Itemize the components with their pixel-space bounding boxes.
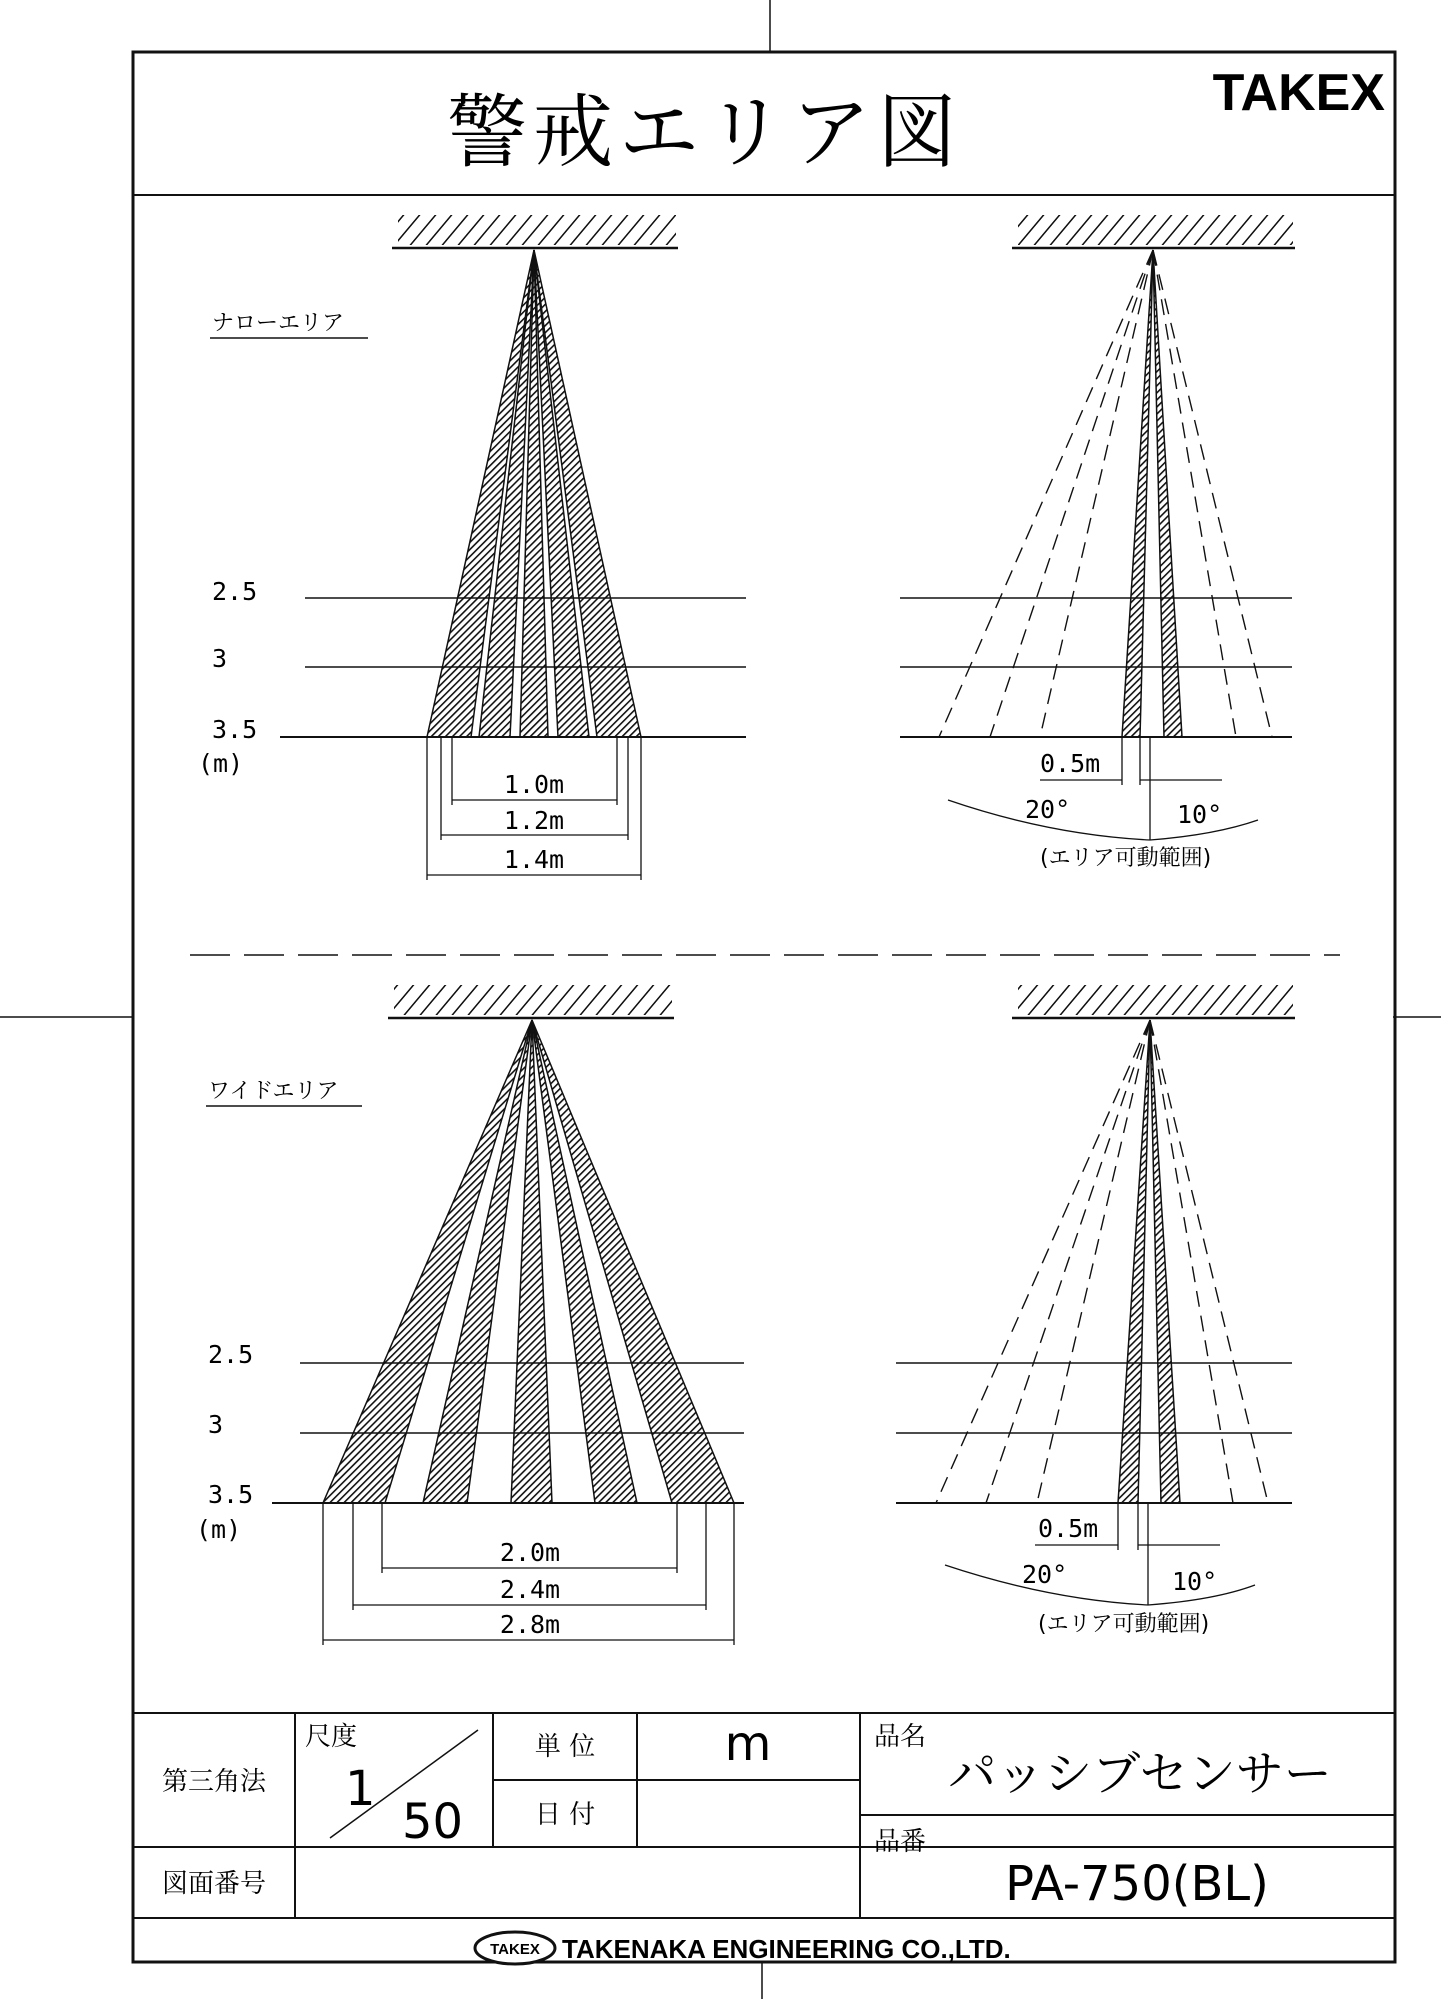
width-label: 2.0m [499,1538,561,1567]
distance-label: 3 [212,644,228,673]
detection-zone [1118,1020,1150,1503]
detection-zone [1122,250,1153,737]
range-note: (エリア可動範囲) [1040,846,1212,871]
narrow-section-label: ナローエリア [212,311,345,336]
product-name-label: 品名 [874,1722,927,1752]
part-number: PA-750(BL) [1005,1856,1269,1912]
distance-label: 2.5 [212,577,258,606]
projection-label: 第三角法 [161,1767,267,1797]
brand-logo: TAKEX [1212,64,1385,122]
width-label: 2.4m [499,1575,561,1604]
unit-field-value: m [724,1716,772,1772]
angle-right-label: 10° [1172,1567,1218,1596]
width-label: 1.4m [503,845,565,874]
detection-zone [532,1020,734,1503]
ceiling-hatch [394,985,672,1015]
angle-left-label: 20° [1022,1560,1068,1589]
offset-label: 0.5m [1040,749,1101,778]
distance-label: 2.5 [208,1340,254,1369]
ceiling-hatch [1018,215,1293,245]
width-label: 2.8m [499,1610,561,1639]
width-label: 1.0m [503,770,565,799]
distance-label: 3 [208,1410,224,1439]
unit-field-label: 単 位 [534,1732,596,1762]
distance-label: 3.5 [212,715,258,744]
company-logo-text: TAKEX [490,1941,540,1958]
movable-range-lines [939,250,1272,737]
narrow-front-view [198,215,746,880]
range-note: (エリア可動範囲) [1038,1612,1210,1637]
detection-zone [1153,250,1182,737]
unit-label: (m) [196,1515,242,1544]
drawing-number-label: 図面番号 [161,1869,267,1899]
ceiling-hatch [398,215,676,245]
date-field-label: 日 付 [534,1800,596,1830]
part-number-label: 品番 [874,1827,927,1857]
detection-zone [323,1020,532,1503]
movable-range-lines [936,1020,1268,1503]
unit-label: (m) [198,749,244,778]
angle-left-label: 20° [1025,795,1071,824]
wide-section-label: ワイドエリア [208,1079,339,1104]
scale-numerator: 1 [345,1761,376,1817]
distance-label: 3.5 [208,1480,254,1509]
product-name: パッシブセンサー [948,1746,1332,1802]
ceiling-hatch [1018,985,1293,1015]
company-name: TAKENAKA ENGINEERING CO.,LTD. [562,1934,1011,1964]
width-label: 1.2m [503,806,565,835]
page-title: 警戒エリア図 [447,86,963,179]
scale-denominator: 50 [402,1794,464,1850]
angle-right-label: 10° [1177,800,1223,829]
offset-label: 0.5m [1038,1514,1099,1543]
detection-zone [1150,1020,1180,1503]
scale-label: 尺度 [305,1722,358,1752]
company-footer [475,1932,1011,1964]
wide-front-view [196,985,744,1645]
narrow-side-view [900,215,1295,871]
wide-side-view [896,985,1295,1637]
